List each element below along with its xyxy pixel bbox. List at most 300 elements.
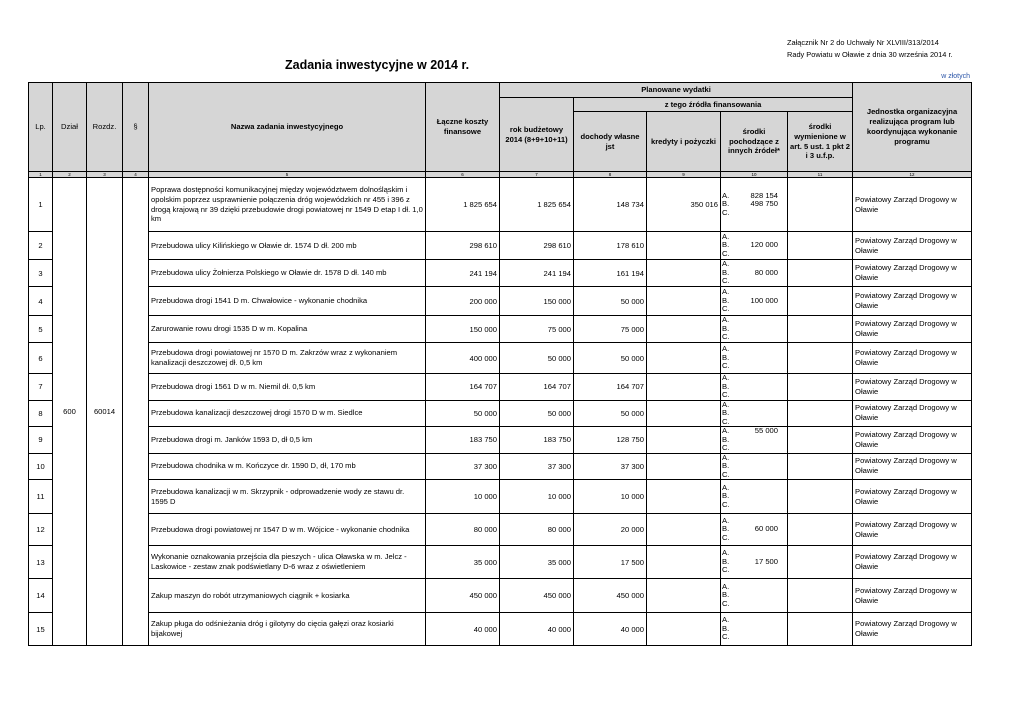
- source-key: C.: [722, 248, 730, 258]
- total-costs: 200 000: [426, 287, 500, 316]
- source-value: [734, 625, 778, 634]
- table-row: [29, 453, 972, 480]
- loans-value: [647, 400, 721, 427]
- source-value: [734, 444, 778, 453]
- attachment-note: Załącznik Nr 2 do Uchwały Nr XLVIII/313/2014: [787, 38, 939, 47]
- col-unit: Jednostka organizacyjna realizująca program lub koordynująca wykonanie programu: [853, 83, 972, 172]
- source-line-b: [722, 591, 786, 600]
- source-value: [734, 209, 778, 218]
- total-costs: 450 000: [426, 579, 500, 613]
- source-line-b: [722, 462, 786, 471]
- art5-value: [788, 178, 853, 232]
- table-row: [29, 613, 972, 646]
- task-name: Poprawa dostępności komunikacyjnej między województwem dolnośląskim i opolskim poprzez usprawnienie połączenia dróg wojewódzkich nr 455 i 396 z drogą krajową nr 39 dzięki przebudowie drogi powiatowej nr 1549 D etap I dł. 1,0 km: [149, 178, 426, 232]
- row-lp: 9: [29, 427, 53, 454]
- own-income-value: 164 707: [574, 374, 647, 401]
- task-name: Zakup pługa do odśnieżania dróg i gilotyny do cięcia gałęzi oraz kosiarki bijakowej: [149, 613, 426, 646]
- organizational-unit: Powiatowy Zarząd Drogowy w Oławie: [853, 316, 972, 343]
- source-key: B.: [722, 556, 730, 566]
- art5-value: [788, 343, 853, 374]
- organizational-unit: Powiatowy Zarząd Drogowy w Oławie: [853, 232, 972, 260]
- source-line-c: [722, 600, 786, 609]
- source-key: C.: [722, 390, 730, 399]
- source-value: [734, 566, 778, 575]
- loans-value: 350 016: [647, 178, 721, 232]
- loans-value: [647, 514, 721, 546]
- source-value: [734, 633, 778, 642]
- source-line-a: [722, 616, 786, 625]
- source-line-a: [722, 454, 786, 463]
- source-line-b: [722, 354, 786, 363]
- source-key: C.: [722, 207, 730, 217]
- budget-year-value: 183 750: [500, 427, 574, 454]
- source-line-c: [722, 277, 786, 286]
- source-line-b: [722, 200, 786, 209]
- loans-value: [647, 260, 721, 287]
- own-income-value: 178 610: [574, 232, 647, 260]
- budget-year-value: 241 194: [500, 260, 574, 287]
- other-sources-cell: [721, 343, 788, 374]
- source-key: C.: [722, 499, 730, 509]
- source-key: A.: [722, 453, 730, 462]
- column-number: 10: [721, 172, 788, 178]
- row-lp: 2: [29, 232, 53, 260]
- budget-year-value: 80 000: [500, 514, 574, 546]
- currency-unit: w złotych: [941, 73, 970, 80]
- table-row: [29, 514, 972, 546]
- source-value: [734, 374, 778, 383]
- loans-value: [647, 546, 721, 579]
- source-key: A.: [722, 373, 730, 382]
- col-rozdz: Rozdz.: [87, 83, 123, 172]
- investment-table: [28, 82, 972, 646]
- col-lp: Lp.: [29, 83, 53, 172]
- art5-value: [788, 480, 853, 514]
- other-sources-cell: [721, 260, 788, 287]
- source-value: [734, 354, 778, 363]
- source-key: A.: [722, 581, 730, 591]
- column-number: 1: [29, 172, 53, 178]
- other-sources-cell: [721, 546, 788, 579]
- source-value: [734, 277, 778, 286]
- source-value: [734, 616, 778, 625]
- own-income-value: 75 000: [574, 316, 647, 343]
- source-value: [734, 250, 778, 259]
- organizational-unit: Powiatowy Zarząd Drogowy w Oławie: [853, 546, 972, 579]
- row-lp: 7: [29, 374, 53, 401]
- source-value: [734, 305, 778, 314]
- table-row: [29, 579, 972, 613]
- source-line-a: [722, 583, 786, 592]
- total-costs: 298 610: [426, 232, 500, 260]
- source-line-c: [722, 534, 786, 543]
- loans-value: [647, 374, 721, 401]
- source-value: [734, 471, 778, 480]
- source-line-c: [722, 418, 786, 427]
- source-key: A.: [722, 515, 730, 525]
- dzial-value: 600: [53, 178, 87, 646]
- other-sources-cell: [721, 232, 788, 260]
- total-costs: 183 750: [426, 427, 500, 454]
- art5-value: [788, 374, 853, 401]
- total-costs: 150 000: [426, 316, 500, 343]
- source-key: C.: [722, 276, 730, 286]
- source-line-a: [722, 316, 786, 325]
- source-key: C.: [722, 632, 730, 642]
- source-key: A.: [722, 259, 730, 269]
- budget-year-value: 450 000: [500, 579, 574, 613]
- task-name: Wykonanie oznakowania przejścia dla pieszych - ulica Oławska w m. Jelcz - Laskowice - zestaw znak podświetlany D-6 wraz z oświetleniem: [149, 546, 426, 579]
- own-income-value: 10 000: [574, 480, 647, 514]
- source-value: 55 000: [754, 426, 778, 435]
- other-sources-cell: [721, 453, 788, 480]
- loans-value: [647, 613, 721, 646]
- organizational-unit: Powiatowy Zarząd Drogowy w Oławie: [853, 514, 972, 546]
- col-dzial: Dział: [53, 83, 87, 172]
- column-number: 4: [123, 172, 149, 178]
- table-row: [29, 480, 972, 514]
- art5-value: [788, 453, 853, 480]
- row-lp: 10: [29, 453, 53, 480]
- organizational-unit: Powiatowy Zarząd Drogowy w Oławie: [853, 178, 972, 232]
- own-income-value: 50 000: [574, 400, 647, 427]
- art5-value: [788, 546, 853, 579]
- source-key: A.: [722, 231, 730, 241]
- source-value: 828 154: [750, 190, 778, 200]
- total-costs: 400 000: [426, 343, 500, 374]
- budget-year-value: 298 610: [500, 232, 574, 260]
- paragraph-value: [123, 178, 149, 646]
- source-key: B.: [722, 352, 730, 362]
- source-line-a: [722, 345, 786, 354]
- source-line-b: [722, 269, 786, 278]
- source-line-c: [722, 250, 786, 259]
- own-income-value: 50 000: [574, 287, 647, 316]
- source-line-a: [722, 484, 786, 493]
- total-costs: 241 194: [426, 260, 500, 287]
- source-value: [734, 345, 778, 354]
- organizational-unit: Powiatowy Zarząd Drogowy w Oławie: [853, 579, 972, 613]
- own-income-value: 40 000: [574, 613, 647, 646]
- own-income-value: 161 194: [574, 260, 647, 287]
- organizational-unit: Powiatowy Zarząd Drogowy w Oławie: [853, 453, 972, 480]
- page-title: Zadania inwestycyjne w 2014 r.: [285, 58, 470, 72]
- task-name: Zakup maszyn do robót utrzymaniowych ciągnik + kosiarka: [149, 579, 426, 613]
- source-line-c: [722, 305, 786, 314]
- source-key: B.: [722, 623, 730, 633]
- column-number: 2: [53, 172, 87, 178]
- own-income-value: 37 300: [574, 453, 647, 480]
- source-line-c: [722, 633, 786, 642]
- source-line-a: [722, 427, 786, 436]
- art5-value: [788, 316, 853, 343]
- source-key: B.: [722, 590, 730, 600]
- budget-year-value: 40 000: [500, 613, 574, 646]
- col-sources: z tego źródła finansowania: [574, 98, 853, 112]
- column-number: 11: [788, 172, 853, 178]
- col-other-sources: środki pochodzące z innych źródeł*: [721, 112, 788, 172]
- row-lp: 15: [29, 613, 53, 646]
- source-key: C.: [722, 416, 730, 426]
- source-key: B.: [722, 267, 730, 277]
- source-key: B.: [722, 199, 730, 209]
- source-value: [734, 534, 778, 543]
- total-costs: 40 000: [426, 613, 500, 646]
- source-key: C.: [722, 469, 730, 479]
- col-task-name: Nazwa zadania inwestycyjnego: [149, 83, 426, 172]
- row-lp: 11: [29, 480, 53, 514]
- other-sources-cell: [721, 613, 788, 646]
- source-value: 498 750: [750, 199, 778, 209]
- column-number: 3: [87, 172, 123, 178]
- other-sources-cell: [721, 480, 788, 514]
- task-name: Przebudowa drogi 1561 D w m. Niemil dł. 0,5 km: [149, 374, 426, 401]
- organizational-unit: Powiatowy Zarząd Drogowy w Oławie: [853, 260, 972, 287]
- budget-year-value: 50 000: [500, 400, 574, 427]
- organizational-unit: Powiatowy Zarząd Drogowy w Oławie: [853, 613, 972, 646]
- source-value: [734, 391, 778, 400]
- row-lp: 8: [29, 400, 53, 427]
- source-value: [734, 418, 778, 427]
- source-line-b: [722, 409, 786, 418]
- organizational-unit: Powiatowy Zarząd Drogowy w Oławie: [853, 287, 972, 316]
- source-key: B.: [722, 323, 730, 333]
- table-row: [29, 343, 972, 374]
- source-line-c: [722, 501, 786, 510]
- source-line-b: [722, 558, 786, 567]
- loans-value: [647, 480, 721, 514]
- col-planned-expenses: Planowane wydatki: [500, 83, 853, 98]
- council-note: Rady Powiatu w Oławie z dnia 30 września 2014 r.: [787, 50, 953, 59]
- art5-value: [788, 514, 853, 546]
- source-value: [734, 462, 778, 471]
- loans-value: [647, 316, 721, 343]
- source-value: [734, 316, 778, 325]
- table-row: [29, 400, 972, 427]
- budget-year-value: 150 000: [500, 287, 574, 316]
- source-line-c: [722, 362, 786, 371]
- budget-year-value: 10 000: [500, 480, 574, 514]
- loans-value: [647, 579, 721, 613]
- source-value: [734, 583, 778, 592]
- row-lp: 14: [29, 579, 53, 613]
- task-name: Przebudowa drogi powiatowej nr 1547 D w m. Wójcice - wykonanie chodnika: [149, 514, 426, 546]
- row-lp: 6: [29, 343, 53, 374]
- own-income-value: 128 750: [574, 427, 647, 454]
- column-number: 6: [426, 172, 500, 178]
- source-key: B.: [722, 408, 730, 417]
- source-key: A.: [722, 615, 730, 625]
- source-key: A.: [722, 400, 730, 409]
- loans-value: [647, 427, 721, 454]
- row-lp: 12: [29, 514, 53, 546]
- source-key: A.: [722, 190, 730, 200]
- art5-value: [788, 613, 853, 646]
- source-line-b: [722, 492, 786, 501]
- source-line-b: [722, 436, 786, 445]
- organizational-unit: Powiatowy Zarząd Drogowy w Oławie: [853, 480, 972, 514]
- col-budget-year: rok budżetowy 2014 (8+9+10+11): [500, 98, 574, 172]
- source-value: 80 000: [754, 267, 778, 277]
- own-income-value: 148 734: [574, 178, 647, 232]
- other-sources-cell: [721, 316, 788, 343]
- source-key: C.: [722, 443, 730, 452]
- source-value: [734, 333, 778, 342]
- source-key: A.: [722, 426, 730, 435]
- source-line-b: [722, 383, 786, 392]
- total-costs: 80 000: [426, 514, 500, 546]
- source-key: A.: [722, 315, 730, 325]
- column-number: 12: [853, 172, 972, 178]
- source-key: B.: [722, 461, 730, 470]
- other-sources-cell: [721, 287, 788, 316]
- source-key: C.: [722, 532, 730, 542]
- source-value: 17 500: [754, 556, 778, 566]
- column-number: 5: [149, 172, 426, 178]
- source-value: [734, 484, 778, 493]
- source-line-b: [722, 297, 786, 306]
- source-value: [734, 591, 778, 600]
- budget-year-value: 75 000: [500, 316, 574, 343]
- row-lp: 5: [29, 316, 53, 343]
- task-name: Przebudowa chodnika w m. Kończyce dr. 1590 D, dł, 170 mb: [149, 453, 426, 480]
- source-key: C.: [722, 361, 730, 371]
- art5-value: [788, 579, 853, 613]
- art5-value: [788, 260, 853, 287]
- own-income-value: 20 000: [574, 514, 647, 546]
- source-key: C.: [722, 332, 730, 342]
- source-line-a: [722, 401, 786, 410]
- row-lp: 4: [29, 287, 53, 316]
- table-row: [29, 232, 972, 260]
- task-name: Przebudowa drogi m. Janków 1593 D, dł 0,5 km: [149, 427, 426, 454]
- organizational-unit: Powiatowy Zarząd Drogowy w Oławie: [853, 400, 972, 427]
- own-income-value: 50 000: [574, 343, 647, 374]
- other-sources-cell: [721, 427, 788, 454]
- task-name: Przebudowa drogi 1541 D m. Chwałowice - wykonanie chodnika: [149, 287, 426, 316]
- source-key: A.: [722, 482, 730, 492]
- task-name: Przebudowa kanalizacji deszczowej drogi 1570 D w m. Siedlce: [149, 400, 426, 427]
- source-key: B.: [722, 434, 730, 444]
- organizational-unit: Powiatowy Zarząd Drogowy w Oławie: [853, 374, 972, 401]
- source-value: [734, 383, 778, 392]
- source-key: B.: [722, 240, 730, 250]
- column-number: 9: [647, 172, 721, 178]
- source-key: B.: [722, 524, 730, 534]
- source-key: B.: [722, 491, 730, 501]
- total-costs: 164 707: [426, 374, 500, 401]
- budget-year-value: 35 000: [500, 546, 574, 579]
- source-line-c: [722, 391, 786, 400]
- col-own-income: dochody własne jst: [574, 112, 647, 172]
- budget-year-value: 1 825 654: [500, 178, 574, 232]
- art5-value: [788, 287, 853, 316]
- source-line-b: [722, 325, 786, 334]
- row-lp: 3: [29, 260, 53, 287]
- source-value: [734, 401, 778, 410]
- total-costs: 10 000: [426, 480, 500, 514]
- table-row: [29, 316, 972, 343]
- source-value: 60 000: [754, 524, 778, 534]
- table-row: [29, 287, 972, 316]
- column-number: 8: [574, 172, 647, 178]
- total-costs: 37 300: [426, 453, 500, 480]
- organizational-unit: Powiatowy Zarząd Drogowy w Oławie: [853, 427, 972, 454]
- source-value: [734, 325, 778, 334]
- other-sources-cell: [721, 514, 788, 546]
- source-key: A.: [722, 287, 730, 297]
- source-line-a: [722, 374, 786, 383]
- total-costs: 50 000: [426, 400, 500, 427]
- col-art5-funds: środki wymienione w art. 5 ust. 1 pkt 2 i 3 u.f.p.: [788, 112, 853, 172]
- source-key: A.: [722, 344, 730, 354]
- source-line-c: [722, 209, 786, 218]
- source-value: 100 000: [750, 295, 778, 305]
- source-key: A.: [722, 548, 730, 558]
- column-number: 7: [500, 172, 574, 178]
- table-row: [29, 374, 972, 401]
- other-sources-cell: [721, 579, 788, 613]
- art5-value: [788, 232, 853, 260]
- source-line-c: [722, 566, 786, 575]
- rozdz-value: 60014: [87, 178, 123, 646]
- source-value: [734, 409, 778, 418]
- loans-value: [647, 343, 721, 374]
- source-value: 120 000: [750, 240, 778, 250]
- other-sources-cell: [721, 400, 788, 427]
- col-paragraph: §: [123, 83, 149, 172]
- budget-year-value: 50 000: [500, 343, 574, 374]
- loans-value: [647, 287, 721, 316]
- task-name: Zarurowanie rowu drogi 1535 D w m. Kopalina: [149, 316, 426, 343]
- budget-year-value: 164 707: [500, 374, 574, 401]
- col-total-costs: Łączne koszty finansowe: [426, 83, 500, 172]
- row-lp: 13: [29, 546, 53, 579]
- other-sources-cell: [721, 374, 788, 401]
- source-key: C.: [722, 598, 730, 608]
- own-income-value: 450 000: [574, 579, 647, 613]
- task-name: Przebudowa drogi powiatowej nr 1570 D m. Zakrzów wraz z wykonaniem kanalizacji deszczowej dł. 0,5 km: [149, 343, 426, 374]
- other-sources-cell: [721, 178, 788, 232]
- source-key: B.: [722, 381, 730, 391]
- source-value: [734, 454, 778, 463]
- task-name: Przebudowa ulicy Żołnierza Polskiego w Oławie dr. 1578 D dł. 140 mb: [149, 260, 426, 287]
- source-key: C.: [722, 565, 730, 575]
- source-value: [734, 600, 778, 609]
- table-row: [29, 546, 972, 579]
- loans-value: [647, 453, 721, 480]
- source-value: [734, 362, 778, 371]
- source-line-c: [722, 333, 786, 342]
- table-row: [29, 427, 972, 454]
- source-value: [734, 436, 778, 445]
- loans-value: [647, 232, 721, 260]
- task-name: Przebudowa ulicy Kilińskiego w Oławie dr. 1574 D dł. 200 mb: [149, 232, 426, 260]
- source-line-b: [722, 241, 786, 250]
- total-costs: 35 000: [426, 546, 500, 579]
- source-line-b: [722, 625, 786, 634]
- own-income-value: 17 500: [574, 546, 647, 579]
- source-key: C.: [722, 304, 730, 314]
- total-costs: 1 825 654: [426, 178, 500, 232]
- source-line-c: [722, 444, 786, 453]
- source-line-b: [722, 525, 786, 534]
- source-value: [734, 492, 778, 501]
- organizational-unit: Powiatowy Zarząd Drogowy w Oławie: [853, 343, 972, 374]
- source-line-c: [722, 471, 786, 480]
- source-key: B.: [722, 295, 730, 305]
- source-value: [734, 501, 778, 510]
